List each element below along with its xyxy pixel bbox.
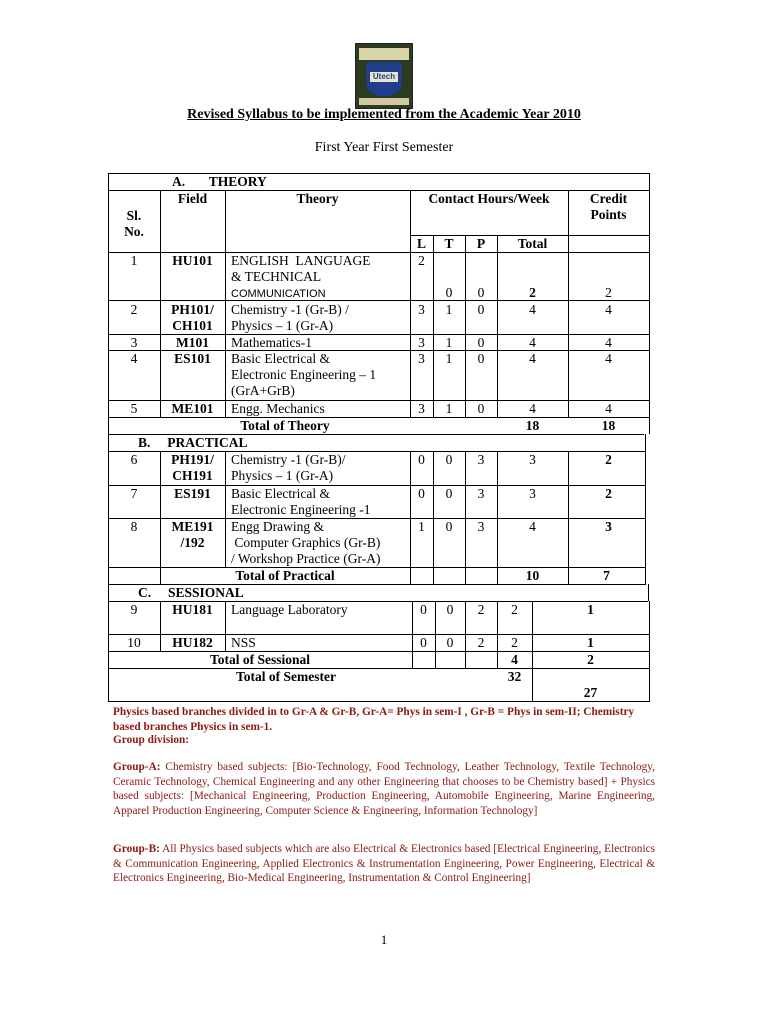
row-subject: COMMUNICATION bbox=[231, 288, 326, 300]
row-tutorial-hours: 1 bbox=[445, 302, 453, 317]
row-field-code: /192 bbox=[180, 535, 205, 550]
group-b-description bbox=[113, 842, 655, 886]
row-lecture-hours: 0 bbox=[418, 452, 425, 467]
row-total-hours: 4 bbox=[529, 335, 536, 350]
row-tutorial-hours: 0 bbox=[445, 285, 453, 300]
row-practical-hours: 2 bbox=[477, 635, 485, 650]
row-practical-hours: 0 bbox=[477, 335, 485, 350]
row-tutorial-hours: 0 bbox=[446, 602, 454, 617]
header-no: No. bbox=[124, 224, 144, 239]
row-credit-points: 4 bbox=[605, 401, 612, 416]
header-theory: Theory bbox=[296, 191, 339, 206]
row-total-hours: 3 bbox=[529, 452, 536, 467]
row-practical-hours: 0 bbox=[477, 285, 485, 300]
row-subject: Chemistry -1 (Gr-B) / bbox=[231, 302, 349, 317]
row-credit-points: 4 bbox=[605, 302, 612, 317]
row-field-code: HU101 bbox=[172, 253, 213, 268]
page-subtitle: First Year First Semester bbox=[314, 140, 454, 155]
logo-banner bbox=[359, 48, 409, 60]
group-a-label: Group-A: bbox=[113, 761, 161, 773]
row-field-code: PH191/ bbox=[171, 452, 214, 467]
total-practical-credit: 7 bbox=[603, 568, 610, 583]
row-tutorial-hours: 0 bbox=[446, 635, 454, 650]
row-total-hours: 4 bbox=[529, 519, 536, 534]
row-subject: ENGLISH LANGUAGE bbox=[231, 253, 371, 268]
row-total-hours: 3 bbox=[529, 486, 536, 501]
row-field-code: PH101/ bbox=[171, 302, 214, 317]
page-title: Revised Syllabus to be implemented from the Academic Year 2010 bbox=[187, 107, 581, 122]
row-serial: 5 bbox=[130, 401, 138, 416]
row-serial: 2 bbox=[130, 302, 138, 317]
total-semester-label: Total of Semester bbox=[236, 669, 336, 684]
row-serial: 3 bbox=[130, 335, 138, 350]
row-field-code: ME101 bbox=[171, 401, 214, 416]
row-field-code: ES101 bbox=[174, 351, 211, 366]
group-b-label: Group-B: bbox=[113, 843, 160, 855]
row-tutorial-hours: 1 bbox=[445, 401, 453, 416]
row-subject: Electronic Engineering – 1 bbox=[231, 367, 377, 382]
row-lecture-hours: 3 bbox=[418, 401, 425, 416]
header-p: P bbox=[476, 236, 486, 251]
logo-ribbon bbox=[359, 98, 409, 105]
row-subject: Physics – 1 (Gr-A) bbox=[231, 468, 334, 483]
row-serial: 10 bbox=[127, 635, 141, 650]
row-credit-points: 1 bbox=[587, 602, 594, 617]
row-serial: 8 bbox=[130, 519, 138, 534]
header-sl: Sl. bbox=[126, 208, 142, 223]
header-total: Total bbox=[517, 236, 548, 251]
header-l: L bbox=[416, 236, 426, 251]
row-field-code: ES191 bbox=[174, 486, 211, 501]
row-subject: Engg Drawing & bbox=[231, 519, 324, 534]
row-lecture-hours: 0 bbox=[420, 635, 427, 650]
row-subject: Basic Electrical & bbox=[231, 486, 330, 501]
row-field-code: M101 bbox=[176, 335, 209, 350]
row-serial: 4 bbox=[130, 351, 138, 366]
total-sessional-credit: 2 bbox=[587, 652, 594, 667]
row-subject: & TECHNICAL bbox=[231, 269, 322, 284]
row-serial: 1 bbox=[130, 253, 138, 268]
row-lecture-hours: 1 bbox=[418, 519, 425, 534]
row-serial: 7 bbox=[130, 486, 138, 501]
row-tutorial-hours: 1 bbox=[445, 335, 453, 350]
row-field-code: HU182 bbox=[172, 635, 213, 650]
row-practical-hours: 3 bbox=[477, 486, 485, 501]
total-semester-credit: 27 bbox=[583, 685, 598, 700]
university-logo bbox=[355, 43, 413, 109]
row-tutorial-hours: 0 bbox=[445, 452, 453, 467]
total-practical-label: Total of Practical bbox=[235, 568, 335, 583]
total-sessional-label: Total of Sessional bbox=[209, 652, 311, 667]
row-serial: 9 bbox=[130, 602, 138, 617]
row-subject: Engg. Mechanics bbox=[231, 401, 325, 416]
row-lecture-hours: 3 bbox=[418, 335, 425, 350]
page-number: 1 bbox=[380, 932, 388, 947]
row-tutorial-hours: 0 bbox=[445, 486, 453, 501]
row-total-hours: 2 bbox=[511, 635, 518, 650]
total-practical-hours: 10 bbox=[525, 568, 540, 583]
row-practical-hours: 2 bbox=[477, 602, 485, 617]
row-tutorial-hours: 0 bbox=[445, 519, 453, 534]
row-total-hours: 2 bbox=[529, 285, 536, 300]
logo-text: Utech bbox=[370, 72, 398, 82]
total-theory-hours: 18 bbox=[525, 418, 540, 433]
row-field-code: ME191 bbox=[171, 519, 214, 534]
row-credit-points: 4 bbox=[605, 351, 612, 366]
row-credit-points: 2 bbox=[605, 285, 612, 300]
section-sessional-heading: C. SESSIONAL bbox=[138, 585, 244, 600]
total-sessional-hours: 4 bbox=[511, 652, 518, 667]
total-theory-credit: 18 bbox=[601, 418, 616, 433]
row-lecture-hours: 2 bbox=[418, 253, 425, 268]
row-subject: / Workshop Practice (Gr-A) bbox=[231, 551, 381, 566]
row-subject: Electronic Engineering -1 bbox=[231, 502, 371, 517]
row-credit-points: 2 bbox=[605, 486, 612, 501]
row-lecture-hours: 3 bbox=[418, 351, 425, 366]
row-lecture-hours: 0 bbox=[420, 602, 427, 617]
row-serial: 6 bbox=[130, 452, 138, 467]
physics-group-note: Physics based branches divided in to Gr-A & Gr-B, Gr-A= Phys in sem-I , Gr-B = Phys in sem-II; Chemistry based branches Physics in sem-1. bbox=[113, 706, 635, 733]
row-total-hours: 4 bbox=[529, 302, 536, 317]
header-t: T bbox=[444, 236, 454, 251]
row-subject: Language Laboratory bbox=[231, 602, 348, 617]
total-theory-label: Total of Theory bbox=[240, 418, 330, 433]
row-subject: Mathematics-1 bbox=[231, 335, 312, 350]
logo-shield-icon bbox=[366, 62, 402, 96]
row-subject: NSS bbox=[231, 635, 256, 650]
row-practical-hours: 0 bbox=[477, 401, 485, 416]
row-subject: Physics – 1 (Gr-A) bbox=[231, 318, 334, 333]
header-field: Field bbox=[177, 191, 208, 206]
row-practical-hours: 0 bbox=[477, 351, 485, 366]
row-practical-hours: 0 bbox=[477, 302, 485, 317]
header-credit: Credit bbox=[589, 191, 628, 206]
row-credit-points: 1 bbox=[587, 635, 594, 650]
row-field-code: CH191 bbox=[172, 468, 213, 483]
section-theory-heading: A. THEORY bbox=[172, 174, 267, 189]
row-subject: Computer Graphics (Gr-B) bbox=[231, 535, 381, 550]
header-points: Points bbox=[590, 207, 627, 222]
row-total-hours: 2 bbox=[511, 602, 518, 617]
row-total-hours: 4 bbox=[529, 401, 536, 416]
row-subject: Chemistry -1 (Gr-B)/ bbox=[231, 452, 346, 467]
row-subject: Basic Electrical & bbox=[231, 351, 330, 366]
row-field-code: HU181 bbox=[172, 602, 213, 617]
row-practical-hours: 3 bbox=[477, 519, 485, 534]
row-credit-points: 4 bbox=[605, 335, 612, 350]
row-practical-hours: 3 bbox=[477, 452, 485, 467]
row-credit-points: 3 bbox=[605, 519, 612, 534]
section-practical-heading: B. PRACTICAL bbox=[138, 435, 248, 450]
total-semester-hours: 32 bbox=[507, 669, 522, 684]
header-contact-hours: Contact Hours/Week bbox=[428, 191, 550, 206]
row-lecture-hours: 3 bbox=[418, 302, 425, 317]
row-total-hours: 4 bbox=[529, 351, 536, 366]
row-credit-points: 2 bbox=[605, 452, 612, 467]
row-tutorial-hours: 1 bbox=[445, 351, 453, 366]
row-subject: (GrA+GrB) bbox=[231, 383, 295, 398]
group-b-text: All Physics based subjects which are also Electrical & Electronics based [Electrical Engineering, Electronics & Communication Engineering, Applied Electronics & Instrumentation Engineering, Power Engineering, Electrical & Electronics Engineering, Bio-Medical Engineering, Instrumentation & Control Engineering] bbox=[113, 843, 655, 884]
group-a-text: Chemistry based subjects: [Bio-Technology, Food Technology, Leather Technology, Textile Technology, Ceramic Technology, Chemical Engineering and any other Engineering that chooses to be Chemistry based] + Physics based subjects: [Mechanical Engineering, Production Engineering, Automobile Engineering, Marine Engineering, Apparel Production Engineering, Computer Science & Engineering, Information Technology] bbox=[113, 761, 655, 817]
row-lecture-hours: 0 bbox=[418, 486, 425, 501]
group-a-description bbox=[113, 760, 655, 818]
group-division-heading: Group division: bbox=[113, 734, 190, 746]
row-field-code: CH101 bbox=[172, 318, 213, 333]
